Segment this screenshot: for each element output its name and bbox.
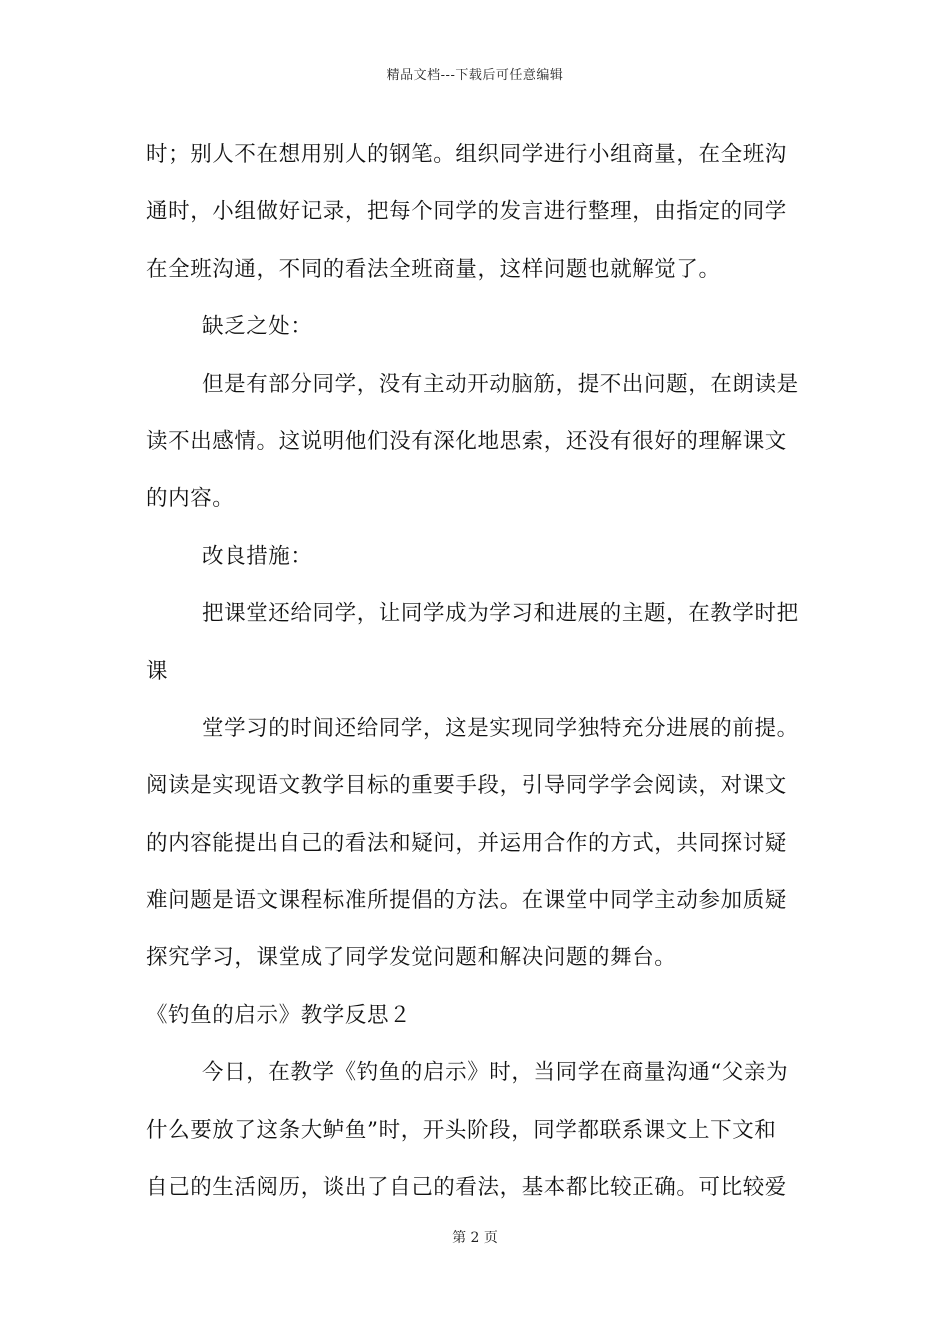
body-line: 探究学习，课堂成了同学发觉问题和解决问题的舞台。	[146, 945, 677, 971]
body-line: 什么要放了这条大鲈鱼”时，开头阶段，同学都联系课文上下文和	[146, 1117, 777, 1143]
body-line: 把课堂还给同学，让同学成为学习和进展的主题，在教学时把	[202, 601, 799, 627]
body-line: 难问题是语文课程标准所提倡的方法。在课堂中同学主动参加质疑	[146, 888, 787, 914]
body-line: 课	[146, 658, 169, 684]
section-heading-improvements: 改良措施：	[202, 543, 313, 569]
page-header: 精品文档---下载后可任意编辑	[386, 68, 564, 83]
body-line: 阅读是实现语文教学目标的重要手段，引导同学学会阅读，对课文	[146, 773, 787, 799]
body-line: 通时，小组做好记录，把每个同学的发言进行整理，由指定的同学	[146, 199, 787, 225]
body-line: 时；别人不在想用别人的钢笔。组织同学进行小组商量，在全班沟	[146, 142, 787, 167]
body-line: 的内容能提出自己的看法和疑问，并运用合作的方式，共同探讨疑	[146, 830, 787, 856]
section-heading-shortcomings: 缺乏之处：	[202, 314, 313, 340]
body-line: 的内容。	[146, 486, 235, 512]
body-line: 但是有部分同学，没有主动开动脑筋，提不出问题，在朗读是	[202, 371, 799, 397]
article-title: 《钓鱼的启示》教学反思２	[146, 1002, 412, 1028]
page-number: 第 2 页	[452, 1230, 498, 1246]
body-line: 读不出感情。这说明他们没有深化地思索，还没有很好的理解课文	[146, 428, 787, 454]
body-line: 今日，在教学《钓鱼的启示》时，当同学在商量沟通“父亲为	[202, 1060, 789, 1086]
body-line: 在全班沟通，不同的看法全班商量，这样问题也就解觉了。	[146, 256, 721, 282]
body-line: 堂学习的时间还给同学，这是实现同学独特充分进展的前提。	[202, 715, 799, 741]
document-body	[146, 126, 810, 1216]
body-line: 自己的生活阅历，谈出了自己的看法，基本都比较正确。可比较爱	[146, 1175, 787, 1201]
